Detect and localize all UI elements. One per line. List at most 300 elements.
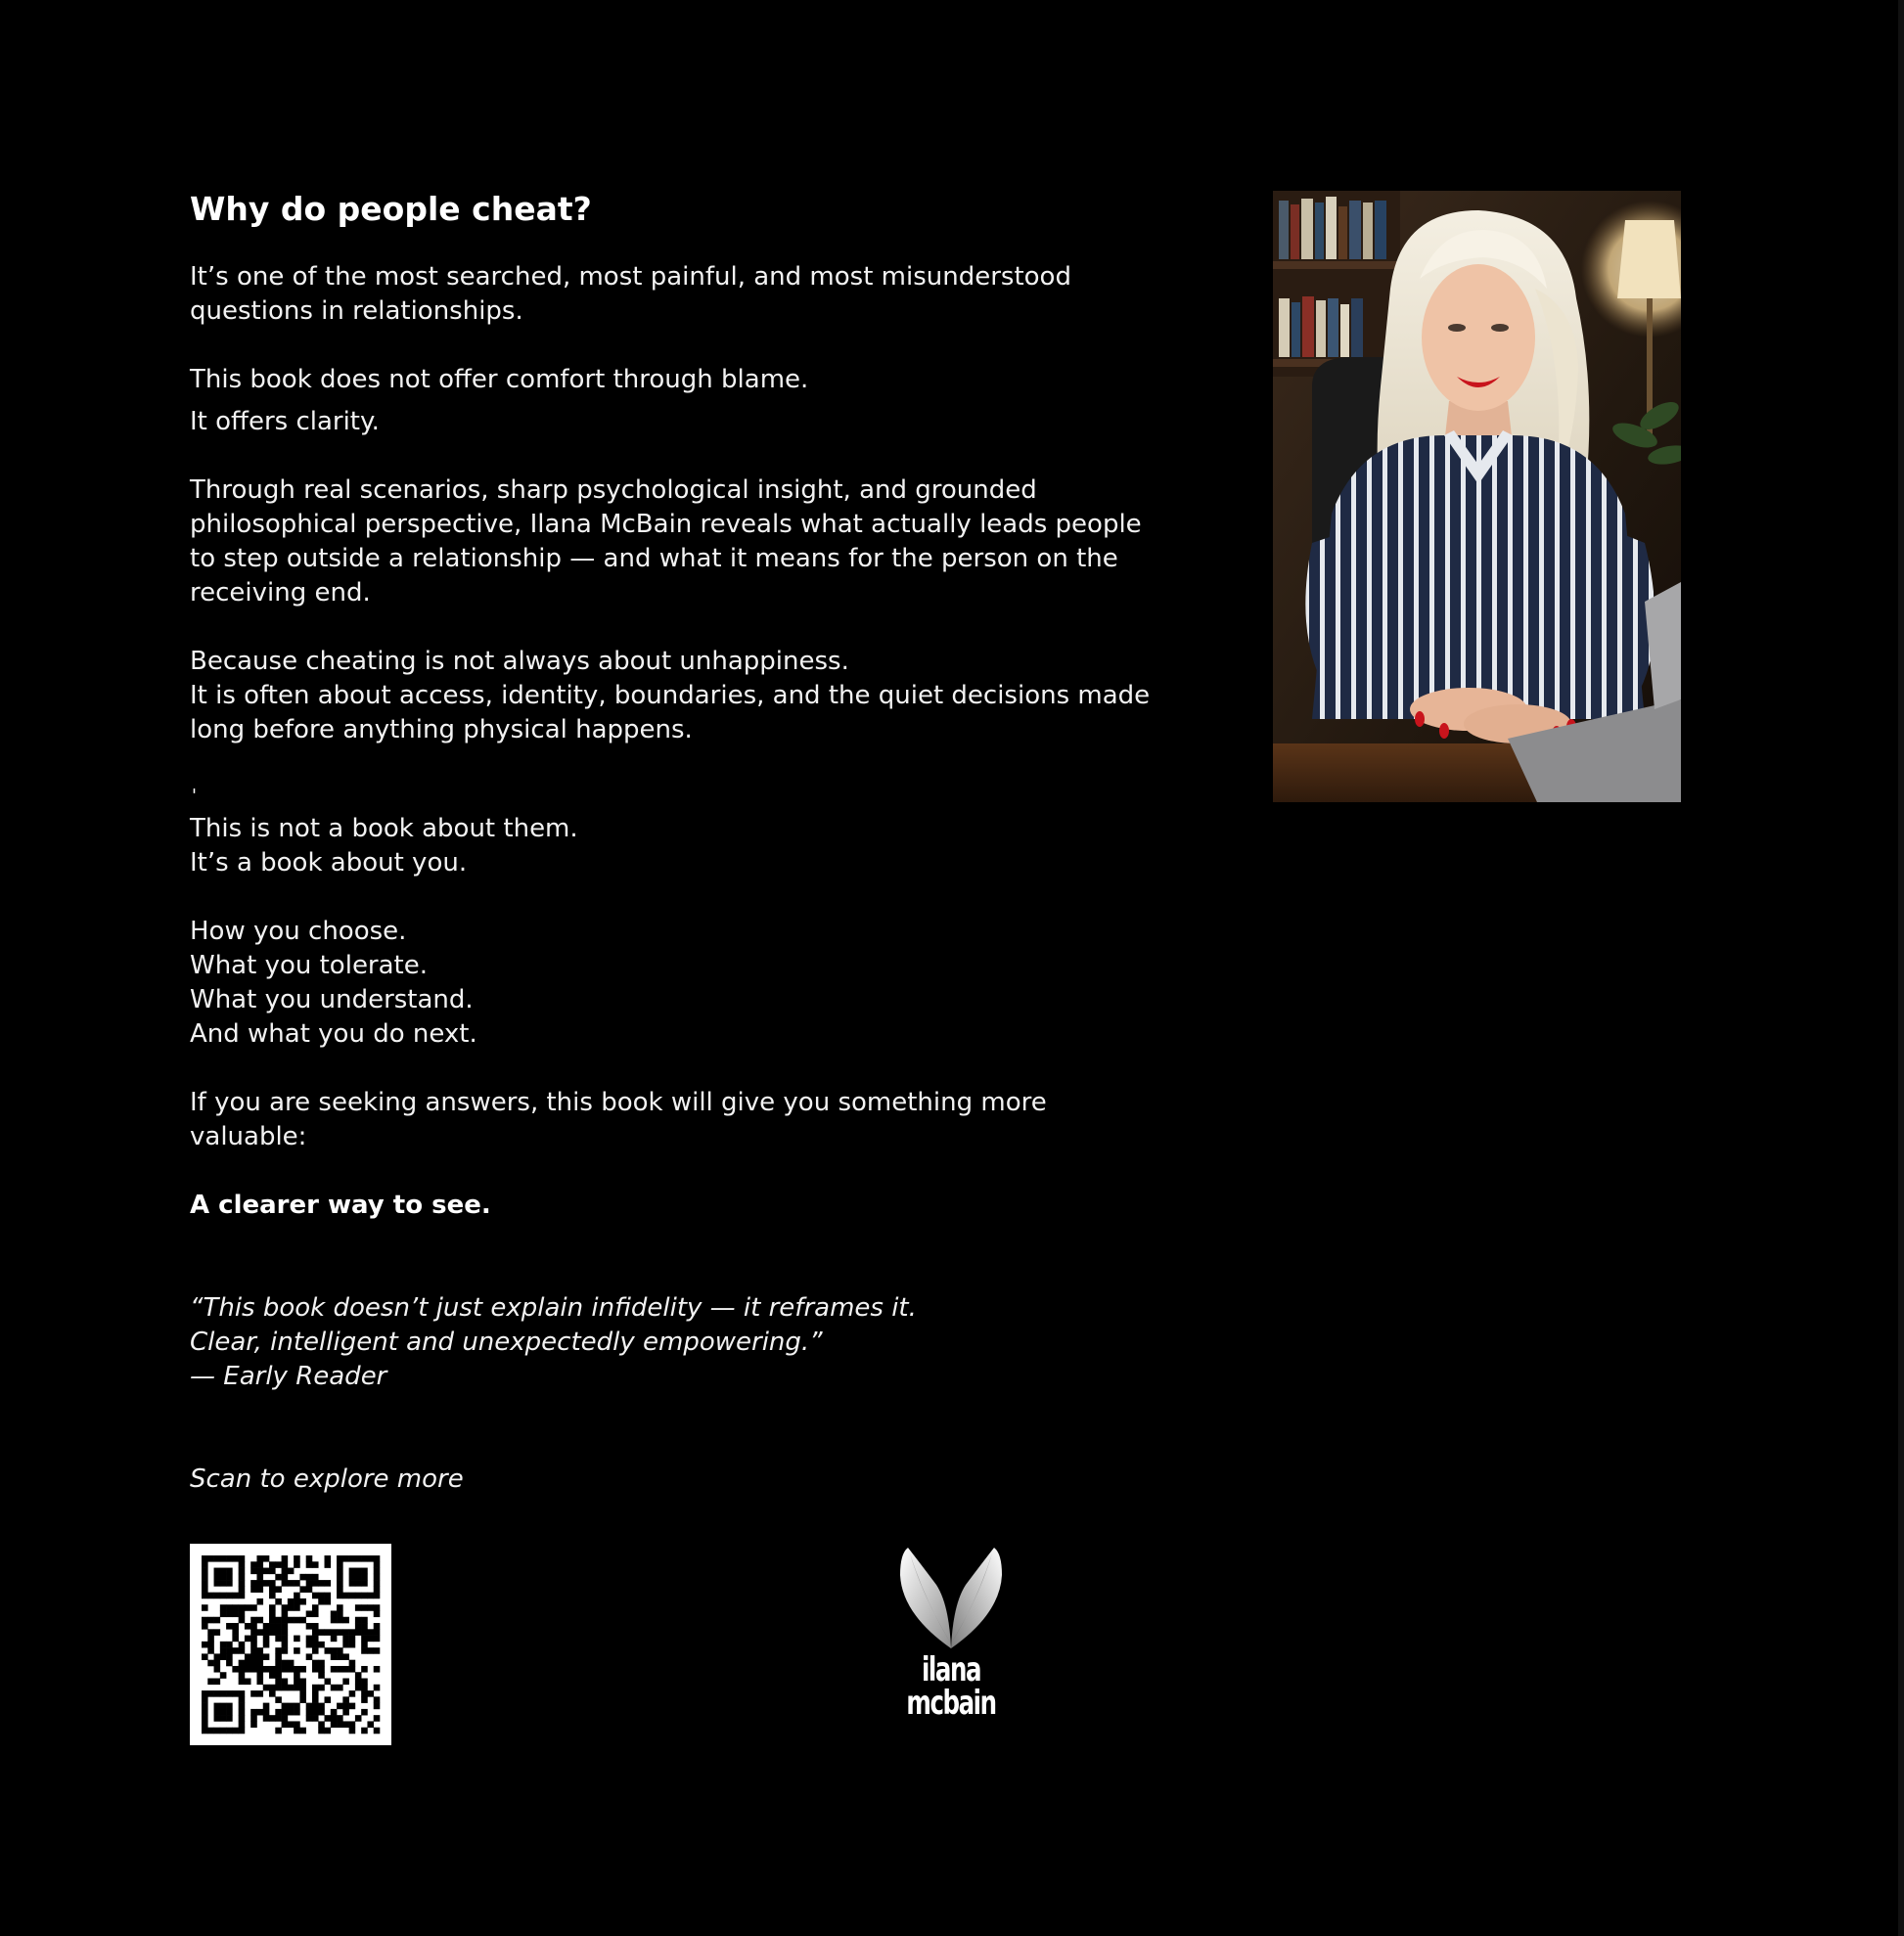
qr-module bbox=[312, 1690, 319, 1697]
paragraph-line: to step outside a relationship — and what it means for the person on the bbox=[190, 544, 1118, 573]
qr-module bbox=[232, 1636, 239, 1643]
qr-module bbox=[207, 1636, 214, 1643]
qr-module bbox=[220, 1709, 227, 1716]
qr-module bbox=[355, 1617, 362, 1624]
qr-module bbox=[214, 1715, 221, 1722]
qr-module bbox=[288, 1580, 295, 1587]
qr-module bbox=[239, 1721, 246, 1728]
qr-module bbox=[318, 1703, 325, 1710]
page-title: Why do people cheat? bbox=[190, 190, 592, 228]
qr-module bbox=[263, 1685, 270, 1691]
paragraph-8 bbox=[190, 1086, 1168, 1154]
qr-module bbox=[256, 1598, 263, 1605]
qr-module bbox=[299, 1679, 306, 1686]
qr-module bbox=[275, 1728, 282, 1734]
qr-module bbox=[294, 1636, 300, 1643]
paragraph-4 bbox=[190, 473, 1168, 610]
qr-module bbox=[282, 1709, 289, 1716]
qr-module bbox=[202, 1642, 208, 1648]
qr-module bbox=[226, 1660, 233, 1667]
qr-module bbox=[294, 1685, 300, 1691]
qr-module bbox=[282, 1555, 289, 1562]
qr-module bbox=[226, 1555, 233, 1562]
qr-module bbox=[282, 1660, 289, 1667]
qr-module bbox=[275, 1715, 282, 1722]
qr-module bbox=[207, 1690, 214, 1697]
qr-module bbox=[294, 1721, 300, 1728]
qr-module bbox=[361, 1604, 368, 1611]
qr-module bbox=[226, 1728, 233, 1734]
qr-module bbox=[331, 1653, 338, 1660]
qr-module bbox=[275, 1696, 282, 1703]
qr-module bbox=[312, 1709, 319, 1716]
qr-module bbox=[337, 1593, 343, 1599]
qr-module bbox=[342, 1653, 349, 1660]
paragraph-7 bbox=[190, 915, 1168, 1052]
paragraph-line: valuable: bbox=[190, 1122, 307, 1151]
qr-module bbox=[256, 1568, 263, 1575]
qr-module bbox=[282, 1623, 289, 1630]
qr-module bbox=[312, 1629, 319, 1636]
qr-module bbox=[331, 1610, 338, 1617]
qr-module bbox=[318, 1721, 325, 1728]
qr-module bbox=[331, 1685, 338, 1691]
qr-module bbox=[275, 1709, 282, 1716]
brand-logo bbox=[883, 1546, 1020, 1741]
qr-module bbox=[294, 1580, 300, 1587]
qr-module bbox=[275, 1629, 282, 1636]
qr-module bbox=[245, 1666, 251, 1673]
qr-module bbox=[367, 1593, 374, 1599]
qr-module bbox=[232, 1610, 239, 1617]
qr-module bbox=[232, 1666, 239, 1673]
qr-module bbox=[337, 1574, 343, 1581]
qr-module bbox=[312, 1642, 319, 1648]
qr-module bbox=[342, 1666, 349, 1673]
qr-module bbox=[226, 1580, 233, 1587]
quote-attribution: — Early Reader bbox=[190, 1362, 387, 1391]
qr-module bbox=[282, 1617, 289, 1624]
qr-module bbox=[282, 1715, 289, 1722]
qr-module bbox=[275, 1666, 282, 1673]
qr-module bbox=[342, 1629, 349, 1636]
paragraph-line: And what you do next. bbox=[190, 1019, 477, 1049]
qr-module bbox=[342, 1636, 349, 1643]
qr-module bbox=[250, 1580, 257, 1587]
qr-module bbox=[256, 1586, 263, 1593]
qr-module bbox=[275, 1623, 282, 1630]
qr-module bbox=[367, 1604, 374, 1611]
qr-module bbox=[361, 1555, 368, 1562]
qr-module bbox=[288, 1703, 295, 1710]
qr-module bbox=[226, 1653, 233, 1660]
qr-module bbox=[239, 1672, 246, 1679]
qr-module bbox=[220, 1653, 227, 1660]
qr-module bbox=[288, 1721, 295, 1728]
qr-module bbox=[263, 1629, 270, 1636]
qr-module bbox=[374, 1604, 381, 1611]
qr-module bbox=[275, 1636, 282, 1643]
qr-module bbox=[239, 1666, 246, 1673]
qr-module bbox=[337, 1703, 343, 1710]
paragraph-6 bbox=[190, 812, 1168, 880]
qr-module bbox=[294, 1672, 300, 1679]
qr-module bbox=[214, 1679, 221, 1686]
qr-module bbox=[226, 1647, 233, 1654]
qr-module bbox=[331, 1617, 338, 1624]
qr-module bbox=[342, 1555, 349, 1562]
qr-module bbox=[337, 1610, 343, 1617]
qr-module bbox=[202, 1580, 208, 1587]
qr-module bbox=[331, 1709, 338, 1716]
qr-module bbox=[349, 1728, 356, 1734]
qr-module bbox=[318, 1709, 325, 1716]
qr-module bbox=[299, 1617, 306, 1624]
stray-tick-mark: ' bbox=[192, 786, 197, 806]
qr-module bbox=[306, 1555, 313, 1562]
qr-module bbox=[325, 1580, 332, 1587]
qr-module bbox=[337, 1685, 343, 1691]
qr-module bbox=[306, 1623, 313, 1630]
qr-module bbox=[239, 1580, 246, 1587]
qr-module bbox=[226, 1574, 233, 1581]
qr-module bbox=[220, 1593, 227, 1599]
qr-module bbox=[374, 1685, 381, 1691]
qr-module bbox=[312, 1715, 319, 1722]
qr-code-graphic bbox=[190, 1544, 391, 1745]
qr-module bbox=[331, 1636, 338, 1643]
qr-module bbox=[250, 1623, 257, 1630]
qr-module bbox=[355, 1555, 362, 1562]
qr-module bbox=[263, 1568, 270, 1575]
qr-module bbox=[349, 1574, 356, 1581]
qr-module bbox=[282, 1685, 289, 1691]
qr-module bbox=[226, 1642, 233, 1648]
qr-module bbox=[202, 1593, 208, 1599]
qr-module bbox=[294, 1561, 300, 1568]
author-portrait-photo bbox=[1273, 191, 1681, 802]
qr-module bbox=[288, 1666, 295, 1673]
qr-module bbox=[250, 1715, 257, 1722]
qr-code[interactable] bbox=[190, 1544, 391, 1745]
qr-module bbox=[349, 1660, 356, 1667]
qr-module bbox=[269, 1629, 276, 1636]
qr-module bbox=[342, 1617, 349, 1624]
qr-module bbox=[312, 1561, 319, 1568]
qr-module bbox=[256, 1580, 263, 1587]
qr-module bbox=[318, 1593, 325, 1599]
page-edge-strip bbox=[1898, 0, 1904, 1936]
qr-module bbox=[342, 1703, 349, 1710]
qr-module bbox=[250, 1604, 257, 1611]
qr-module bbox=[337, 1666, 343, 1673]
qr-module bbox=[239, 1647, 246, 1654]
qr-module bbox=[269, 1685, 276, 1691]
qr-module bbox=[288, 1617, 295, 1624]
paragraph-5 bbox=[190, 645, 1168, 747]
qr-module bbox=[269, 1580, 276, 1587]
qr-module bbox=[256, 1629, 263, 1636]
qr-module bbox=[202, 1728, 208, 1734]
qr-module bbox=[256, 1672, 263, 1679]
qr-module bbox=[214, 1703, 221, 1710]
qr-module bbox=[299, 1696, 306, 1703]
qr-module bbox=[342, 1642, 349, 1648]
qr-module bbox=[355, 1604, 362, 1611]
qr-module bbox=[282, 1703, 289, 1710]
qr-module bbox=[232, 1690, 239, 1697]
qr-module bbox=[245, 1636, 251, 1643]
qr-module bbox=[355, 1629, 362, 1636]
qr-module bbox=[318, 1685, 325, 1691]
paragraph-line: If you are seeking answers, this book will give you something more bbox=[190, 1088, 1047, 1117]
qr-module bbox=[318, 1666, 325, 1673]
qr-module bbox=[202, 1623, 208, 1630]
qr-module bbox=[239, 1715, 246, 1722]
paragraph-line: What you understand. bbox=[190, 985, 474, 1014]
qr-module bbox=[239, 1690, 246, 1697]
paragraph-line: Through real scenarios, sharp psychological insight, and grounded bbox=[190, 475, 1037, 505]
qr-module bbox=[239, 1728, 246, 1734]
qr-module bbox=[269, 1623, 276, 1630]
qr-module bbox=[269, 1586, 276, 1593]
qr-module bbox=[306, 1709, 313, 1716]
qr-module bbox=[239, 1679, 246, 1686]
qr-module bbox=[288, 1660, 295, 1667]
qr-module bbox=[361, 1685, 368, 1691]
qr-module bbox=[312, 1685, 319, 1691]
qr-module bbox=[275, 1679, 282, 1686]
qr-module bbox=[361, 1728, 368, 1734]
qr-module bbox=[207, 1660, 214, 1667]
qr-module bbox=[367, 1647, 374, 1654]
qr-module bbox=[282, 1580, 289, 1587]
reader-quote bbox=[190, 1291, 1168, 1394]
qr-module bbox=[294, 1617, 300, 1624]
qr-module bbox=[361, 1629, 368, 1636]
qr-module bbox=[226, 1610, 233, 1617]
paragraph-line: What you tolerate. bbox=[190, 951, 429, 980]
qr-module bbox=[263, 1636, 270, 1643]
qr-module bbox=[367, 1690, 374, 1697]
qr-module bbox=[337, 1580, 343, 1587]
qr-module bbox=[232, 1623, 239, 1630]
qr-module bbox=[239, 1574, 246, 1581]
qr-module bbox=[325, 1715, 332, 1722]
qr-module bbox=[367, 1636, 374, 1643]
qr-module bbox=[349, 1593, 356, 1599]
qr-module bbox=[299, 1574, 306, 1581]
qr-module bbox=[232, 1555, 239, 1562]
qr-module bbox=[299, 1666, 306, 1673]
qr-module bbox=[207, 1593, 214, 1599]
qr-module bbox=[374, 1580, 381, 1587]
qr-module bbox=[214, 1666, 221, 1673]
qr-module bbox=[207, 1647, 214, 1654]
qr-module bbox=[275, 1672, 282, 1679]
qr-module bbox=[318, 1598, 325, 1605]
qr-module bbox=[220, 1728, 227, 1734]
qr-module bbox=[361, 1690, 368, 1697]
qr-module bbox=[361, 1696, 368, 1703]
qr-module bbox=[318, 1728, 325, 1734]
qr-module bbox=[282, 1642, 289, 1648]
qr-module bbox=[232, 1604, 239, 1611]
qr-module bbox=[282, 1574, 289, 1581]
qr-module bbox=[239, 1660, 246, 1667]
qr-module bbox=[214, 1653, 221, 1660]
qr-module bbox=[337, 1721, 343, 1728]
qr-module bbox=[367, 1629, 374, 1636]
qr-module bbox=[325, 1679, 332, 1686]
paragraph-line: long before anything physical happens. bbox=[190, 715, 693, 744]
qr-module bbox=[202, 1568, 208, 1575]
qr-module bbox=[239, 1703, 246, 1710]
qr-module bbox=[256, 1561, 263, 1568]
qr-module bbox=[325, 1629, 332, 1636]
qr-module bbox=[299, 1690, 306, 1697]
qr-module bbox=[361, 1636, 368, 1643]
qr-module bbox=[250, 1561, 257, 1568]
paragraph-line: It’s a book about you. bbox=[190, 848, 468, 878]
qr-module bbox=[239, 1617, 246, 1624]
qr-module bbox=[306, 1586, 313, 1593]
qr-module bbox=[256, 1574, 263, 1581]
qr-module bbox=[337, 1617, 343, 1624]
paragraph-line: questions in relationships. bbox=[190, 296, 523, 326]
qr-module bbox=[331, 1666, 338, 1673]
paragraph-1 bbox=[190, 260, 1168, 329]
paragraph-line: This is not a book about them. bbox=[190, 814, 578, 843]
qr-module bbox=[269, 1610, 276, 1617]
qr-module bbox=[374, 1561, 381, 1568]
qr-module bbox=[349, 1642, 356, 1648]
qr-module bbox=[202, 1653, 208, 1660]
qr-module bbox=[263, 1715, 270, 1722]
qr-module bbox=[312, 1660, 319, 1667]
qr-module bbox=[256, 1653, 263, 1660]
qr-module bbox=[282, 1629, 289, 1636]
qr-module bbox=[306, 1580, 313, 1587]
qr-module bbox=[256, 1666, 263, 1673]
qr-module bbox=[361, 1617, 368, 1624]
qr-module bbox=[374, 1629, 381, 1636]
qr-module bbox=[282, 1568, 289, 1575]
qr-module bbox=[299, 1728, 306, 1734]
qr-module bbox=[239, 1709, 246, 1716]
qr-module bbox=[312, 1610, 319, 1617]
paragraph-2 bbox=[190, 363, 1168, 397]
qr-module bbox=[239, 1586, 246, 1593]
qr-module bbox=[269, 1568, 276, 1575]
qr-module bbox=[349, 1580, 356, 1587]
qr-module bbox=[288, 1685, 295, 1691]
qr-module bbox=[306, 1715, 313, 1722]
qr-module bbox=[349, 1666, 356, 1673]
qr-module bbox=[367, 1555, 374, 1562]
paragraph-line: It is often about access, identity, boundaries, and the quiet decisions made bbox=[190, 681, 1151, 710]
qr-module bbox=[312, 1696, 319, 1703]
qr-module bbox=[269, 1617, 276, 1624]
qr-module bbox=[263, 1580, 270, 1587]
qr-module bbox=[269, 1690, 276, 1697]
qr-module bbox=[275, 1647, 282, 1654]
qr-module bbox=[349, 1555, 356, 1562]
qr-module bbox=[250, 1647, 257, 1654]
qr-module bbox=[202, 1617, 208, 1624]
qr-module bbox=[318, 1642, 325, 1648]
qr-module bbox=[299, 1685, 306, 1691]
emphasis-line: A clearer way to see. bbox=[190, 1191, 491, 1220]
qr-module bbox=[288, 1709, 295, 1716]
scan-label: Scan to explore more bbox=[190, 1464, 464, 1494]
qr-module bbox=[250, 1617, 257, 1624]
qr-module bbox=[355, 1593, 362, 1599]
qr-module bbox=[337, 1715, 343, 1722]
qr-module bbox=[275, 1574, 282, 1581]
qr-module bbox=[214, 1617, 221, 1624]
qr-module bbox=[312, 1666, 319, 1673]
qr-module bbox=[263, 1642, 270, 1648]
qr-module bbox=[312, 1647, 319, 1654]
quote-line: “This book doesn’t just explain infidelity — it reframes it. bbox=[190, 1293, 917, 1323]
qr-module bbox=[318, 1580, 325, 1587]
qr-module bbox=[294, 1679, 300, 1686]
qr-module bbox=[342, 1721, 349, 1728]
qr-module bbox=[250, 1642, 257, 1648]
qr-module bbox=[226, 1623, 233, 1630]
qr-module bbox=[294, 1709, 300, 1716]
qr-module bbox=[361, 1679, 368, 1686]
qr-module bbox=[275, 1617, 282, 1624]
qr-module bbox=[250, 1721, 257, 1728]
qr-module bbox=[374, 1703, 381, 1710]
qr-module bbox=[207, 1629, 214, 1636]
qr-module bbox=[361, 1642, 368, 1648]
qr-module bbox=[256, 1679, 263, 1686]
qr-module bbox=[245, 1660, 251, 1667]
qr-module bbox=[250, 1690, 257, 1697]
quote-line: Clear, intelligent and unexpectedly empowering.” bbox=[190, 1328, 823, 1357]
qr-module bbox=[355, 1574, 362, 1581]
qr-module bbox=[263, 1555, 270, 1562]
qr-module bbox=[245, 1623, 251, 1630]
qr-module bbox=[349, 1568, 356, 1575]
qr-module bbox=[214, 1660, 221, 1667]
qr-module bbox=[256, 1660, 263, 1667]
qr-module bbox=[220, 1703, 227, 1710]
qr-module bbox=[349, 1721, 356, 1728]
qr-module bbox=[361, 1666, 368, 1673]
qr-module bbox=[269, 1604, 276, 1611]
qr-module bbox=[294, 1703, 300, 1710]
qr-module bbox=[337, 1629, 343, 1636]
qr-module bbox=[331, 1629, 338, 1636]
qr-module bbox=[202, 1696, 208, 1703]
qr-module bbox=[349, 1629, 356, 1636]
qr-module bbox=[294, 1647, 300, 1654]
qr-module bbox=[214, 1728, 221, 1734]
qr-module bbox=[239, 1642, 246, 1648]
qr-module bbox=[226, 1568, 233, 1575]
qr-module bbox=[263, 1623, 270, 1630]
qr-module bbox=[232, 1728, 239, 1734]
qr-module bbox=[299, 1598, 306, 1605]
qr-module bbox=[288, 1604, 295, 1611]
qr-module bbox=[214, 1568, 221, 1575]
qr-module bbox=[245, 1679, 251, 1686]
qr-module bbox=[306, 1561, 313, 1568]
